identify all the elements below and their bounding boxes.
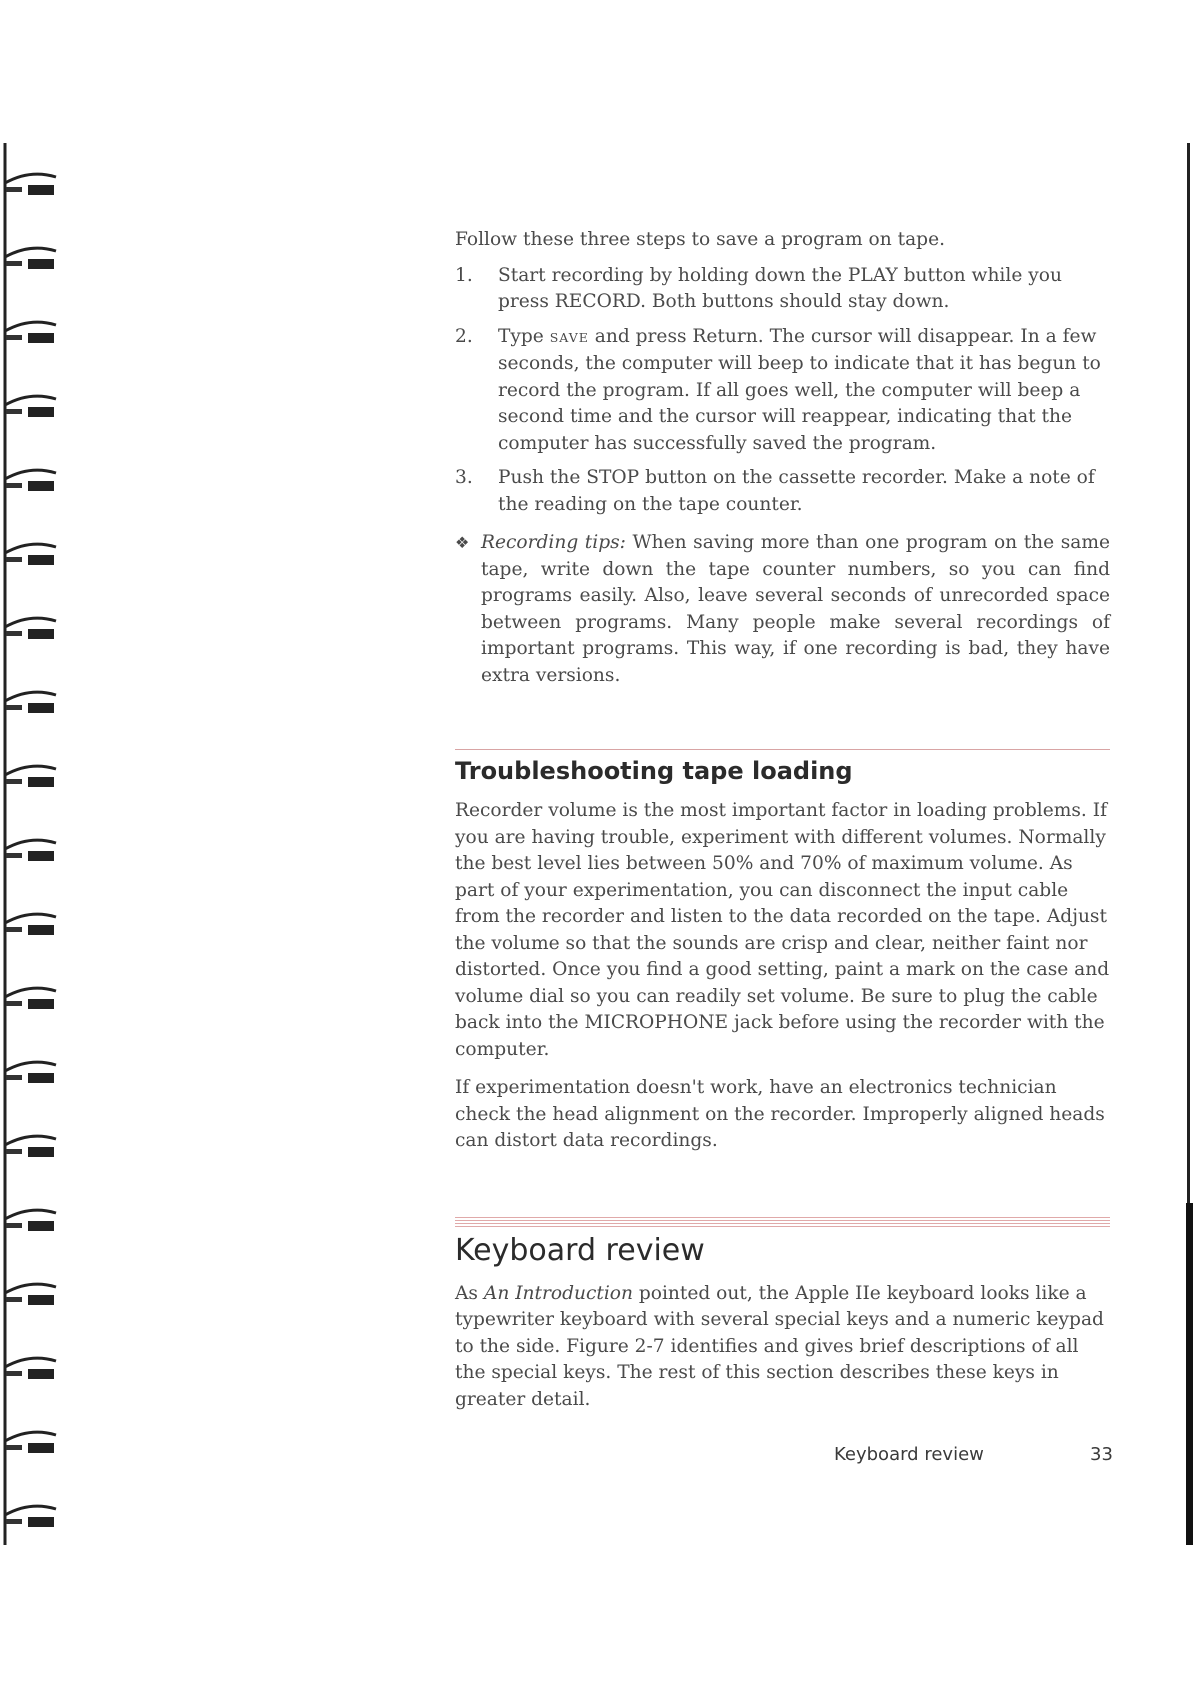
binding-ring [5, 396, 56, 405]
binding-clip [6, 1223, 22, 1228]
section-divider [455, 749, 1110, 750]
binding-ring [5, 470, 56, 479]
page-edge [1186, 143, 1193, 1545]
spiral-binding-icon [0, 143, 70, 1545]
binding-hole [28, 1073, 54, 1083]
binding-ring [5, 1210, 56, 1219]
binding-hole [28, 481, 54, 491]
step-number: 3. [455, 467, 473, 488]
binding-ring [5, 988, 56, 997]
steps-list [455, 263, 1110, 519]
binding-clip [6, 187, 22, 192]
binding-hole [28, 629, 54, 639]
tip-label: Recording tips: [481, 532, 626, 553]
text-post: pointed out, the Apple IIe keyboard looks like a typewriter keyboard with several special keys and a numeric keypad to the side. Figure 2-7 identifies and gives brief descriptions of all the special keys. The rest of this section describes these keys in greater detail. [455, 1282, 1104, 1410]
step-text-post: and press Return. The cursor will disappear. In a few seconds, the computer will beep to indicate that it has begun to record the program. If all goes well, the computer will beep a second time and the cursor will reappear, indicating that the computer has successfully saved the program. [498, 325, 1101, 454]
list-item [455, 324, 1110, 458]
binding-clip [6, 631, 22, 636]
binding-ring [5, 322, 56, 331]
binding-hole [28, 1369, 54, 1379]
binding-clip [6, 779, 22, 784]
binding-clip [6, 1297, 22, 1302]
binding-clip [6, 483, 22, 488]
binding-clip [6, 853, 22, 858]
binding-clip [6, 1001, 22, 1006]
binding-ring [5, 174, 56, 183]
binding-clip [6, 927, 22, 932]
binding-hole [28, 259, 54, 269]
binding-hole [28, 333, 54, 343]
step-number: 2. [455, 325, 473, 347]
book-title: An Introduction [483, 1282, 633, 1304]
binding-hole [28, 407, 54, 417]
intro-text: Follow these three steps to save a program on tape. [455, 229, 946, 250]
troubleshooting-paragraph-2: If experimentation doesn't work, have an electronics technician check the head alignment on the recorder. Improperly aligned heads can distort data recordings. [455, 1077, 1105, 1151]
list-item [455, 465, 1110, 518]
keyboard-review-paragraph [455, 1281, 1110, 1414]
step-number: 1. [455, 264, 473, 286]
step-text-pre: Type [498, 325, 550, 347]
binding-ring [5, 1506, 56, 1515]
step-text: Push the STOP button on the cassette recorder. Make a note of the reading on the tape counter. [498, 467, 1095, 515]
binding-hole [28, 1443, 54, 1453]
binding-clip [6, 1519, 22, 1524]
binding-ring [5, 914, 56, 923]
binding-clip [6, 1371, 22, 1376]
footer-section-title: Keyboard review [834, 1444, 984, 1465]
troubleshooting-heading: Troubleshooting tape loading [455, 757, 853, 785]
binding-ring [5, 1136, 56, 1145]
binding-hole [28, 925, 54, 935]
binding-clip [6, 1445, 22, 1450]
binding-ring [5, 1062, 56, 1071]
step-text: Start recording by holding down the PLAY button while you press RECORD. Both buttons should stay down. [498, 264, 1062, 312]
binding-clip [6, 335, 22, 340]
binding-hole [28, 999, 54, 1009]
binding-hole [28, 185, 54, 195]
keyboard-review-heading: Keyboard review [455, 1232, 705, 1268]
text-pre: As [455, 1282, 484, 1304]
binding-ring [5, 766, 56, 775]
binding-clip [6, 1149, 22, 1154]
binding-hole [28, 703, 54, 713]
binding-ring [5, 692, 56, 701]
binding-hole [28, 777, 54, 787]
binding-clip [6, 409, 22, 414]
binding-hole [28, 1221, 54, 1231]
diamond-bullet-icon: ❖ [455, 533, 470, 552]
chapter-divider [455, 1215, 1110, 1227]
tip-text: When saving more than one program on the same tape, write down the tape counter numbers, so you can find programs easily. Also, leave several seconds of unrecorded space between programs. Many people make several recordings of important programs. This way, if one recording is bad, they have extra versions. [481, 532, 1111, 686]
binding-ring [5, 1284, 56, 1293]
binding-clip [6, 705, 22, 710]
binding-hole [28, 851, 54, 861]
binding-hole [28, 555, 54, 565]
binding-hole [28, 1517, 54, 1527]
binding-ring [5, 840, 56, 849]
troubleshooting-paragraph-1: Recorder volume is the most important factor in loading problems. If you are having trouble, experiment with different volumes. Normally the best level lies between 50% and 70% of maximum volume. As part of your experimentation, you can disconnect the input cable from the recorder and listen to the data recorded on the tape. Adjust the volume so that the sounds are crisp and clear, neither faint nor distorted. Once you find a good setting, paint a mark on the case and volume dial so you can readily set volume. Be sure to plug the cable back into the MICROPHONE jack before using the recorder with the computer. [455, 800, 1110, 1060]
binding-hole [28, 1295, 54, 1305]
binding-clip [6, 261, 22, 266]
binding-ring [5, 1432, 56, 1441]
recording-tip [455, 530, 1110, 689]
save-command: SAVE [549, 329, 589, 345]
list-item [455, 263, 1110, 316]
page-number: 33 [1090, 1444, 1113, 1465]
binding-ring [5, 1358, 56, 1367]
binding-hole [28, 1147, 54, 1157]
binding-ring [5, 544, 56, 553]
binding-clip [6, 557, 22, 562]
page-content [455, 227, 1110, 1425]
binding-ring [5, 248, 56, 257]
binding-clip [6, 1075, 22, 1080]
binding-ring [5, 618, 56, 627]
